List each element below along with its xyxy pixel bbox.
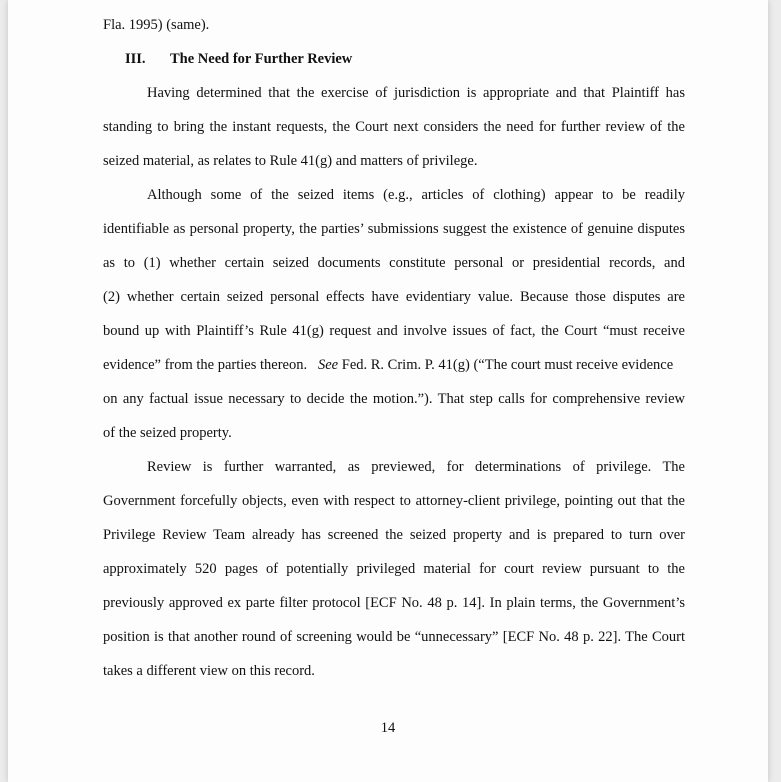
paragraph-2-line-4: (2) whether certain seized personal effects have evidentiary value. Because those disputes are [103, 289, 685, 305]
continuation-line: Fla. 1995) (same). [103, 17, 210, 33]
paragraph-1-line-2: standing to bring the instant requests, the Court next considers the need for further review of the [103, 119, 685, 135]
paragraph-2-line-8: of the seized property. [103, 425, 232, 441]
section-number: III. [125, 51, 146, 67]
section-title: The Need for Further Review [170, 51, 353, 67]
paragraph-3-line-5: previously approved ex parte filter protocol [ECF No. 48 p. 14]. In plain terms, the Government’s [103, 595, 685, 611]
paragraph-3-line-1: Review is further warranted, as previewed, for determinations of privilege. The [147, 459, 685, 475]
paragraph-2-line-3: as to (1) whether certain seized documents constitute personal or presidential records, and [103, 255, 685, 271]
paragraph-1-line-3: seized material, as relates to Rule 41(g) and matters of privilege. [103, 153, 478, 169]
evidence-sentence: evidence” from the parties thereon. [103, 357, 308, 373]
paragraph-3-line-3: Privilege Review Team already has screened the seized property and is prepared to turn over [103, 527, 685, 543]
paragraph-2-line-1: Although some of the seized items (e.g., articles of clothing) appear to be readily [147, 187, 685, 203]
paragraph-3-line-4: approximately 520 pages of potentially privileged material for court review pursuant to the [103, 561, 685, 577]
paragraph-3-line-2: Government forcefully objects, even with respect to attorney-client privilege, pointing out that the [103, 493, 685, 509]
citation-signal: See [318, 357, 339, 373]
paragraph-2-line-6 [103, 356, 685, 374]
document-page [8, 0, 768, 782]
paragraph-1-line-1: Having determined that the exercise of jurisdiction is appropriate and that Plaintiff has [147, 85, 685, 101]
rule-citation: Fed. R. Crim. P. 41(g) (“The court must receive evidence [341, 357, 674, 373]
section-heading [103, 50, 685, 68]
paragraph-2-line-7: on any factual issue necessary to decide the motion.”). That step calls for comprehensive review [103, 391, 685, 407]
paragraph-3-line-7: takes a different view on this record. [103, 663, 315, 679]
paragraph-2-line-5: bound up with Plaintiff’s Rule 41(g) request and involve issues of fact, the Court “must receive [103, 323, 685, 339]
paragraph-3-line-6: position is that another round of screening would be “unnecessary” [ECF No. 48 p. 22]. The Court [103, 629, 685, 645]
page-number: 14 [380, 720, 396, 736]
paragraph-2-line-2: identifiable as personal property, the parties’ submissions suggest the existence of genuine disputes [103, 221, 685, 237]
